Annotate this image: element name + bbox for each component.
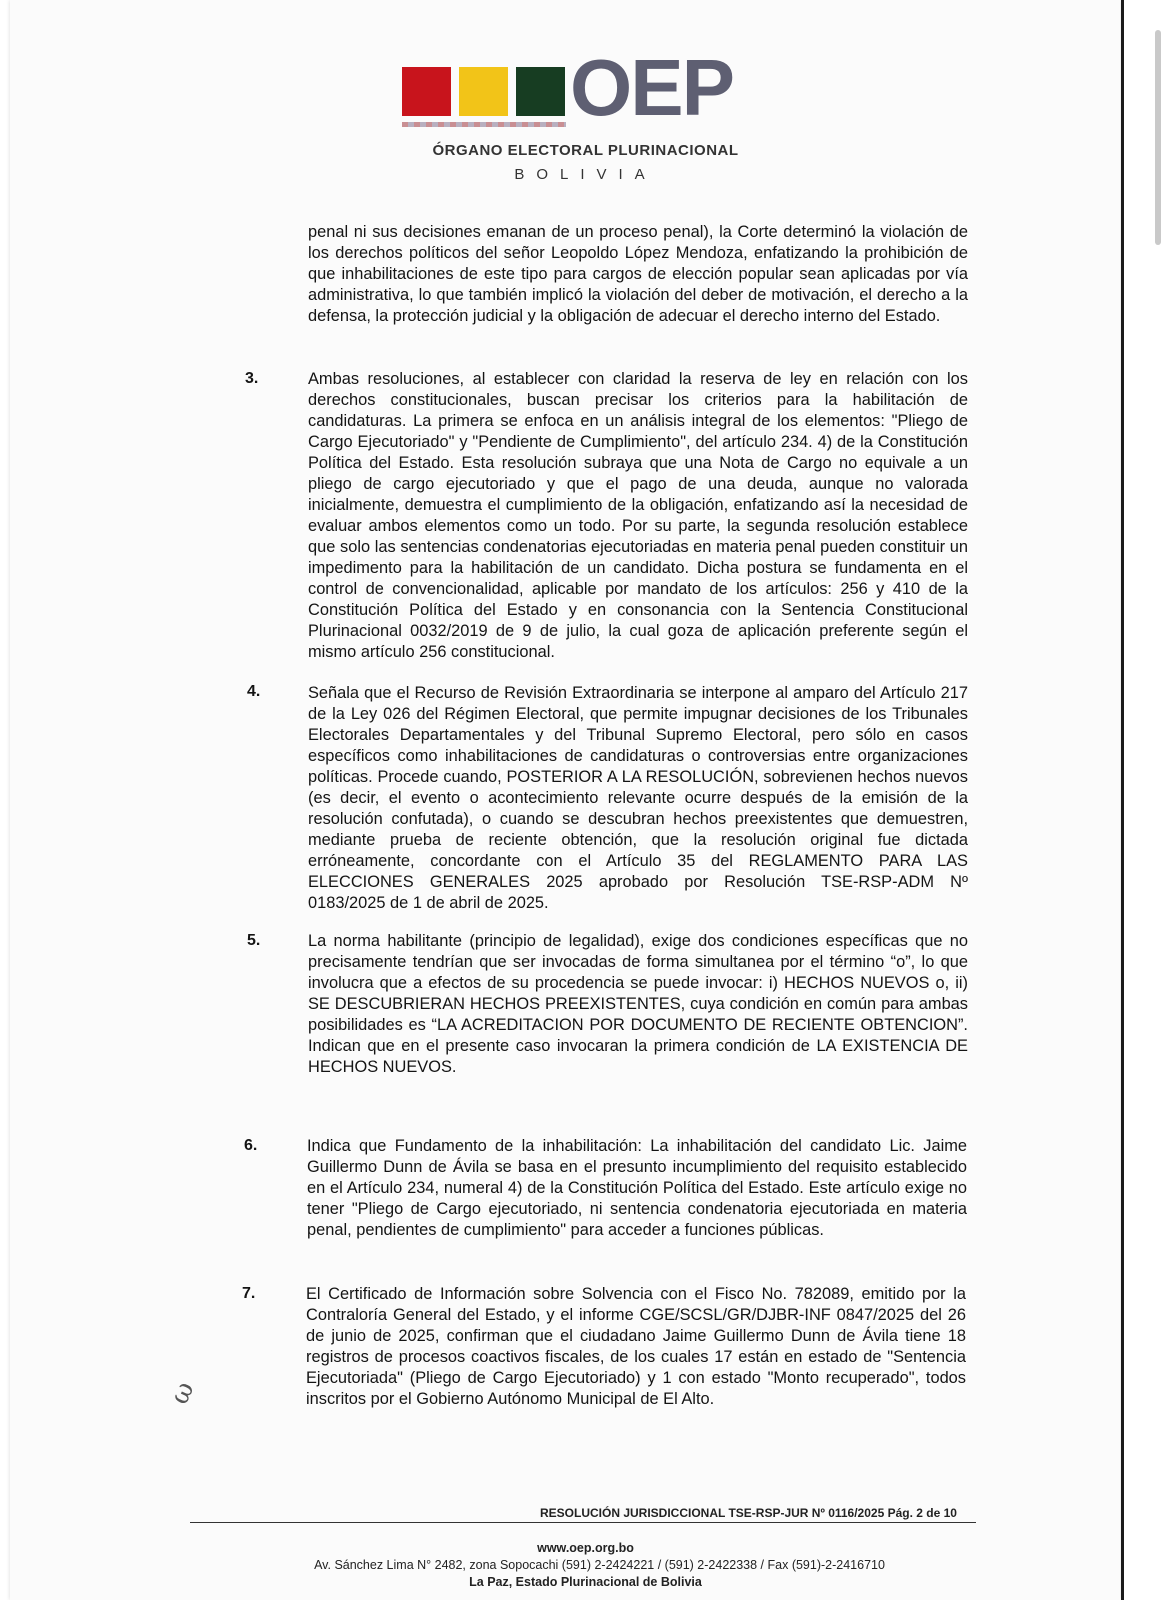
handwritten-initials: ω xyxy=(164,1377,201,1409)
footer-city: La Paz, Estado Plurinacional de Bolivia xyxy=(469,1575,702,1589)
page-edge xyxy=(1121,0,1124,1600)
organization-name-text: ÓRGANO ELECTORAL PLURINACIONAL xyxy=(432,142,739,159)
scrollbar-thumb[interactable] xyxy=(1155,30,1161,245)
item-number: 7. xyxy=(242,1285,256,1302)
item-text: La norma habilitante (principio de legalidad), exige dos condiciones específicas que no precisamente tendrían que ser invocadas de forma simultanea por el término “o”, lo que involucra que a efectos de su procedencia se puede invocar: i) HECHOS NUEVOS o, ii) SE DESCUBRIERAN HECHOS PREEXISTENTES, cuya condición en común para ambas posibilidades es “LA ACREDITACION POR DOCUMENTO DE RECIENTE OBTENCION”. Indican que en el presente caso invocaran la primera condición de LA EXISTENCIA DE HECHOS NUEVOS. xyxy=(308,932,968,1076)
item-number: 5. xyxy=(247,932,261,949)
footer-address: Av. Sánchez Lima N° 2482, zona Sopocachi (591) 2-2424221 / (591) 2-2422338 / Fax (591)-2-2416710 xyxy=(314,1558,885,1572)
country-name: BOLIVIA xyxy=(514,166,657,183)
item-text: Señala que el Recurso de Revisión Extraordinaria se interpone al amparo del Artículo 217 de la Ley 026 del Régimen Electoral, que permite impugnar decisiones de los Tribunales Electorales Departamentales y del Tribunal Supremo Electoral, pero sólo en casos específicos como inhabilitaciones de candidaturas o controversias entre organizaciones políticas. Procede cuando, POSTERIOR A LA RESOLUCIÓN, sobrevienen hechos nuevos (es decir, el evento o acontecimiento relevante ocurre después de la emisión de la resolución confutada), o cuando se descubran hechos preexistentes que demuestren, mediante prueba de reciente obtención, que la resolución original fue dictada erróneamente, concordante con el Artículo 35 del REGLAMENTO PARA LAS ELECCIONES GENERALES 2025 aprobado por Resolución TSE-RSP-ADM Nº 0183/2025 de 1 de abril de 2025. xyxy=(308,684,968,912)
footer-divider xyxy=(190,1522,976,1523)
organization-name xyxy=(0,142,1171,159)
footer-website[interactable]: www.oep.org.bo xyxy=(537,1541,634,1555)
logo-stripe xyxy=(402,122,566,127)
intro-paragraph: penal ni sus decisiones emanan de un proceso penal), la Corte determinó la violación de los derechos políticos del señor Leopoldo López Mendoza, enfatizando la prohibición de que inhabilitaciones de este tipo para cargos de elección popular sean aplicadas por vía administrativa, lo que también implicó la violación del deber de motivación, el derecho a la defensa, la protección judicial y la obligación de adecuar el derecho interno del Estado. xyxy=(308,223,968,325)
logo-red-square xyxy=(402,67,451,116)
item-text: Indica que Fundamento de la inhabilitación: La inhabilitación del candidato Lic. Jaime Guillermo Dunn de Ávila se basa en el presunto incumplimiento del requisito establecido en el Artículo 234, numeral 4) de la Constitución Política del Estado. Este artículo exige no tener "Pliego de Cargo ejecutoriado, ni sentencia condenatoria ejecutoriada en materia penal, pendientes de cumplimiento" para acceder a funciones públicas. xyxy=(307,1137,967,1239)
item-number: 3. xyxy=(245,370,259,387)
logo-text: OEP xyxy=(570,43,733,132)
item-text: El Certificado de Información sobre Solvencia con el Fisco No. 782089, emitido por la Contraloría General del Estado, y el informe CGE/SCSL/GR/DJBR-INF 0847/2025 del 26 de junio de 2025, confirman que el ciudadano Jaime Guillermo Dunn de Ávila tiene 18 registros de procesos coactivos fiscales, de los cuales 17 están en estado de "Sentencia Ejecutoriada" (Pliego de Cargo Ejecutoriado) y 1 con estado "Monto recuperado", todos inscritos por el Gobierno Autónomo Municipal de El Alto. xyxy=(306,1285,966,1408)
logo-green-square xyxy=(516,67,565,116)
item-text: Ambas resoluciones, al establecer con claridad la reserva de ley en relación con los derechos constitucionales, buscan precisar los criterios para la habilitación de candidaturas. La primera se enfoca en un análisis integral de los elementos: "Pliego de Cargo Ejecutoriado" y "Pendiente de Cumplimiento", del artículo 234. 4) de la Constitución Política del Estado. Esta resolución subraya que una Nota de Cargo no equivale a un pliego de cargo ejecutoriado y que el pago de una deuda, aunque no valorada inicialmente, demuestra el cumplimiento de la obligación, enfatizando así la necesidad de evaluar ambos elementos como un todo. Por su parte, la segunda resolución establece que solo las sentencias condenatorias ejecutoriadas en materia penal pueden constituir un impedimento para la habilitación de un candidato. Dicha postura se fundamenta en el control de convencionalidad, aplicable por mandato de los artículos: 256 y 410 de la Constitución Política del Estado y en consonancia con la Sentencia Constitucional Plurinacional 0032/2019 de 9 de julio, la cual goza de aplicación preferente según el mismo artículo 256 constitucional. xyxy=(308,370,968,661)
oep-logo xyxy=(402,43,772,142)
resolution-reference: RESOLUCIÓN JURISDICCIONAL TSE-RSP-JUR Nº 0116/2025 Pág. 2 de 10 xyxy=(540,1506,957,1520)
item-number: 4. xyxy=(247,683,261,700)
logo-yellow-square xyxy=(459,67,508,116)
item-number: 6. xyxy=(244,1137,258,1154)
